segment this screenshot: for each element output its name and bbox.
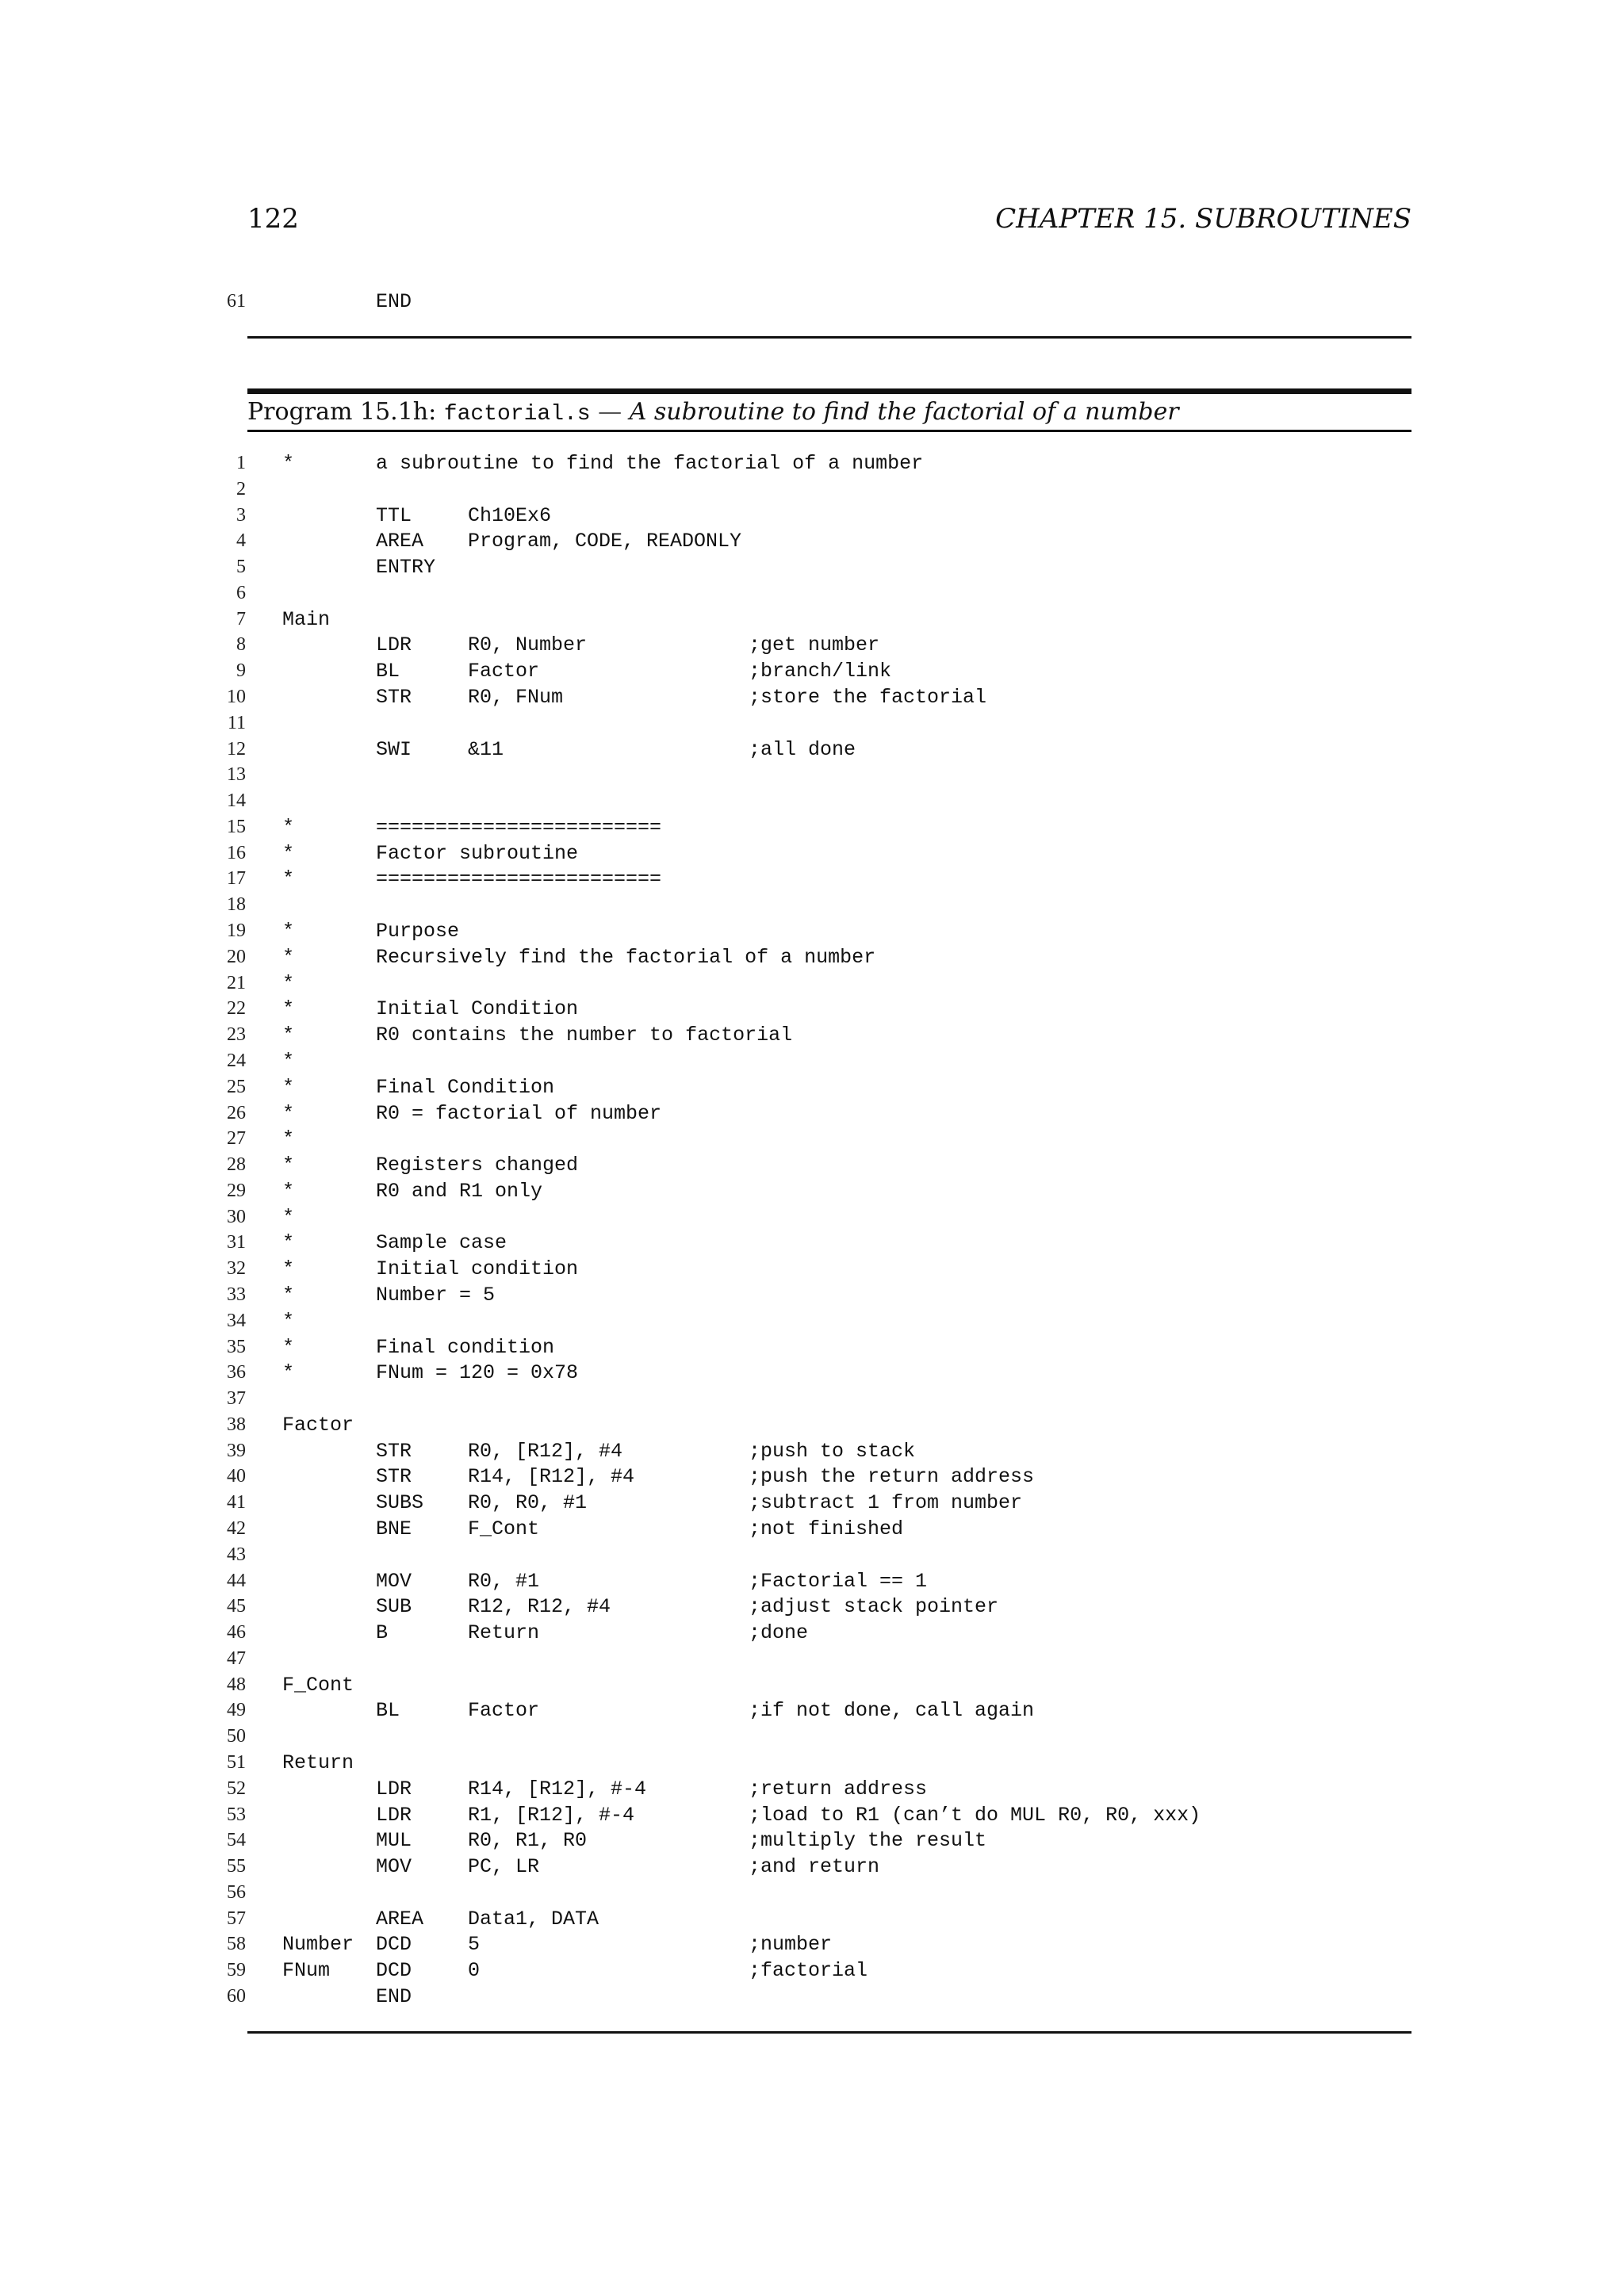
code-operands: R1, [R12], #-4 [468,1803,635,1827]
line-number: 59 [227,1960,246,1981]
line-number: 25 [227,1076,246,1097]
line-number: 13 [227,764,246,786]
code-line [0,1100,1624,1127]
code-label: * [282,867,295,891]
code-line [0,1048,1624,1074]
line-number: 31 [227,1232,246,1253]
code-label: Factor [282,1413,354,1437]
code-line [0,1931,1624,1957]
code-opcode: Final Condition [376,1075,555,1099]
line-number: 54 [227,1830,246,1851]
line-number: 9 [236,660,246,682]
code-opcode: MOV [376,1855,412,1879]
caption-dash: — [590,398,630,426]
code-opcode: STR [376,1439,412,1463]
line-number: 16 [227,842,246,863]
code-opcode: FNum = 120 = 0x78 [376,1361,579,1385]
code-label: Return [282,1751,354,1774]
code-comment: ;push the return address [749,1465,1035,1489]
code-label: Number [282,1933,354,1957]
code-comment: ;push to stack [749,1439,916,1463]
code-line [0,476,1624,503]
code-line [0,1957,1624,1984]
line-number: 5 [236,557,246,578]
code-label: * [282,1154,295,1177]
code-operands: R0, FNum [468,686,564,710]
line-number: 41 [227,1492,246,1513]
code-line [0,1230,1624,1256]
code-line [0,1074,1624,1100]
line-number: 24 [227,1050,246,1071]
code-line [0,1126,1624,1152]
code-comment: ;and return [749,1855,880,1879]
code-label: * [282,1361,295,1385]
code-line [0,1464,1624,1490]
line-number: 55 [227,1856,246,1877]
code-opcode: Recursively find the factorial of a number [376,945,876,969]
code-opcode: ENTRY [376,556,436,580]
code-label: Main [282,607,331,631]
code-line [0,1646,1624,1672]
line-number: 50 [227,1726,246,1747]
line-number: 33 [227,1284,246,1305]
line-number: 46 [227,1622,246,1644]
code-comment: ;all done [749,737,856,761]
code-operands: R0, R0, #1 [468,1491,588,1515]
code-comment: ;return address [749,1777,928,1800]
line-number: 19 [227,920,246,942]
code-line [0,580,1624,607]
code-opcode: BL [376,660,400,683]
line-number: 10 [227,687,246,708]
code-line [0,918,1624,944]
code-opcode: SWI [376,737,412,761]
code-opcode: MOV [376,1569,412,1593]
code-line [0,1308,1624,1334]
code-line [0,1386,1624,1412]
code-line [0,1906,1624,1932]
line-number: 43 [227,1544,246,1565]
code-label: * [282,1309,295,1333]
line-number: 38 [227,1414,246,1435]
caption-filename: factorial.s [443,402,591,427]
code-opcode: DCD [376,1959,412,1983]
line-number: 14 [227,790,246,812]
line-number: 27 [227,1128,246,1150]
code-operands: R0, #1 [468,1569,540,1593]
line-number: 30 [227,1206,246,1227]
code-label: * [282,1283,295,1307]
line-number: 1 [236,453,246,473]
code-line [0,684,1624,710]
code-opcode: BNE [376,1517,412,1540]
code-comment: ;Factorial == 1 [749,1569,928,1593]
code-operands: R0, Number [468,633,588,657]
code-opcode: DCD [376,1933,412,1957]
line-number: 57 [227,1908,246,1929]
code-operands: Ch10Ex6 [468,503,552,527]
line-number: 42 [227,1517,246,1539]
code-line [0,866,1624,892]
code-line [0,944,1624,970]
code-comment: ;not finished [749,1517,904,1540]
code-line [0,1568,1624,1594]
line-number: 52 [227,1777,246,1799]
code-line [0,1620,1624,1646]
code-opcode: R0 = factorial of number [376,1101,662,1125]
code-comment: ;if not done, call again [749,1699,1035,1723]
line-number: 2 [236,478,246,499]
line-number: 11 [227,712,246,733]
caption-bottom-rule [247,430,1411,432]
code-label: * [282,920,295,943]
caption-prefix: Program 15.1h: [247,398,444,426]
code-opcode: Registers changed [376,1154,579,1177]
code-label: * [282,971,295,995]
code-comment: ;load to R1 (can’t do MUL R0, R0, xxx) [749,1803,1201,1827]
code-line [0,737,1624,763]
code-opcode: ======================== [376,867,662,891]
code-opcode: Initial Condition [376,997,579,1021]
code-line [0,1594,1624,1620]
code-line [0,1827,1624,1854]
code-label: * [282,1179,295,1203]
line-number: 8 [236,634,246,656]
code-line [0,1178,1624,1204]
line-number: 60 [227,1986,246,2007]
line-number: 40 [227,1466,246,1487]
code-opcode: LDR [376,1803,412,1827]
line-number: 7 [236,608,246,629]
code-label: * [282,1024,295,1047]
line-number: 37 [227,1388,246,1410]
code-line [0,1152,1624,1178]
code-line [0,528,1624,554]
line-number: 35 [227,1336,246,1357]
code-opcode: LDR [376,633,412,657]
line-number: 15 [227,816,246,837]
code-line [0,1360,1624,1386]
line-number: 18 [227,894,246,916]
code-line [0,289,1624,315]
code-operands: R14, [R12], #4 [468,1465,635,1489]
code-comment: ;multiply the result [749,1829,987,1853]
code-line [0,450,1624,476]
code-comment: ;done [749,1621,809,1645]
code-opcode: Factor subroutine [376,841,579,865]
line-number: 26 [227,1102,246,1123]
caption-description: A subroutine to find the factorial of a number [629,398,1179,426]
line-number: 48 [227,1674,246,1695]
code-operands: Factor [468,1699,540,1723]
code-operands: R0, [R12], #4 [468,1439,623,1463]
code-comment: ;subtract 1 from number [749,1491,1023,1515]
code-line [0,1697,1624,1724]
code-opcode: AREA [376,530,424,553]
code-line [0,1204,1624,1230]
code-line [0,970,1624,997]
line-number: 39 [227,1440,246,1461]
code-line [0,554,1624,580]
code-line [0,1880,1624,1906]
code-opcode: END [376,290,412,313]
line-number: 23 [227,1024,246,1046]
code-line [0,1282,1624,1308]
code-label: * [282,815,295,839]
line-number: 36 [227,1362,246,1383]
code-opcode: END [376,1985,412,2009]
code-line [0,1776,1624,1802]
line-number: 32 [227,1258,246,1280]
line-number: 51 [227,1752,246,1773]
code-line [0,632,1624,658]
code-label: * [282,1127,295,1151]
line-number: 58 [227,1934,246,1955]
line-number: 49 [227,1700,246,1721]
page-number: 122 [247,203,299,235]
code-operands: PC, LR [468,1855,540,1879]
code-opcode: TTL [376,503,412,527]
listing-top-rule [247,388,1411,394]
line-number: 47 [227,1647,246,1669]
code-label: * [282,841,295,865]
code-comment: ;get number [749,633,880,657]
code-operands: Factor [468,660,540,683]
code-opcode: LDR [376,1777,412,1800]
code-opcode: STR [376,1465,412,1489]
code-opcode: BL [376,1699,400,1723]
code-line [0,1256,1624,1282]
code-line [0,1984,1624,2010]
code-line [0,1490,1624,1516]
code-line [0,1854,1624,1880]
line-number: 34 [227,1310,246,1331]
code-line [0,762,1624,788]
line-number: 44 [227,1570,246,1591]
code-line [0,1022,1624,1048]
code-operands: 0 [468,1959,481,1983]
code-label: * [282,997,295,1021]
code-line [0,814,1624,840]
line-number: 6 [236,582,246,603]
line-number: 56 [227,1881,246,1903]
code-label: * [282,1257,295,1281]
code-line [0,1724,1624,1750]
code-line [0,1672,1624,1698]
code-operands: 5 [468,1933,481,1957]
code-label: * [282,1049,295,1073]
line-number: 28 [227,1154,246,1176]
code-operands: Program, CODE, READONLY [468,530,742,553]
code-line [0,1334,1624,1360]
code-opcode: R0 and R1 only [376,1179,543,1203]
code-opcode: Sample case [376,1231,508,1255]
code-line [0,1438,1624,1464]
code-line [0,788,1624,814]
code-operands: R0, R1, R0 [468,1829,588,1853]
line-number: 21 [227,972,246,993]
code-label: * [282,1231,295,1255]
code-line [0,996,1624,1022]
code-line [0,1516,1624,1542]
code-label: FNum [282,1959,331,1983]
code-opcode: AREA [376,1907,424,1931]
code-operands: Return [468,1621,540,1645]
line-number: 45 [227,1596,246,1617]
code-line [0,607,1624,633]
code-label: * [282,1075,295,1099]
code-operands: R14, [R12], #-4 [468,1777,647,1800]
code-line [0,710,1624,737]
code-opcode: Number = 5 [376,1283,496,1307]
line-number: 22 [227,998,246,1020]
line-number: 17 [227,868,246,890]
line-number: 4 [236,530,246,552]
previous-listing-bottom-rule [247,336,1411,339]
code-opcode: Purpose [376,920,460,943]
code-label: * [282,452,295,475]
code-comment: ;adjust stack pointer [749,1595,999,1619]
code-line [0,1542,1624,1568]
code-opcode: SUBS [376,1491,424,1515]
code-label: * [282,1205,295,1229]
code-line [0,503,1624,529]
code-comment: ;branch/link [749,660,892,683]
line-number: 3 [236,504,246,526]
code-line [0,1412,1624,1438]
code-label: * [282,1335,295,1359]
code-line [0,658,1624,684]
code-opcode: SUB [376,1595,412,1619]
code-operands: Data1, DATA [468,1907,599,1931]
code-operands: F_Cont [468,1517,540,1540]
line-number: 12 [227,738,246,760]
code-operands: R12, R12, #4 [468,1595,611,1619]
code-label: F_Cont [282,1673,354,1697]
code-operands: &11 [468,737,504,761]
code-opcode: STR [376,686,412,710]
code-label: * [282,1101,295,1125]
code-opcode: Final condition [376,1335,555,1359]
line-number: 53 [227,1804,246,1825]
chapter-title: CHAPTER 15. SUBROUTINES [995,203,1411,235]
line-number: 61 [227,291,246,312]
code-comment: ;store the factorial [749,686,987,710]
line-number: 20 [227,946,246,967]
code-opcode: B [376,1621,389,1645]
code-opcode: Initial condition [376,1257,579,1281]
code-line [0,892,1624,918]
code-opcode: MUL [376,1829,412,1853]
code-opcode: R0 contains the number to factorial [376,1024,793,1047]
program-caption [247,396,1179,430]
code-comment: ;number [749,1933,833,1957]
code-opcode: ======================== [376,815,662,839]
line-number: 29 [227,1180,246,1201]
code-line [0,1750,1624,1776]
code-line [0,1802,1624,1828]
code-comment: ;factorial [749,1959,868,1983]
code-opcode: a subroutine to find the factorial of a number [376,452,924,475]
code-label: * [282,945,295,969]
listing-bottom-rule [247,2031,1411,2034]
code-line [0,840,1624,867]
